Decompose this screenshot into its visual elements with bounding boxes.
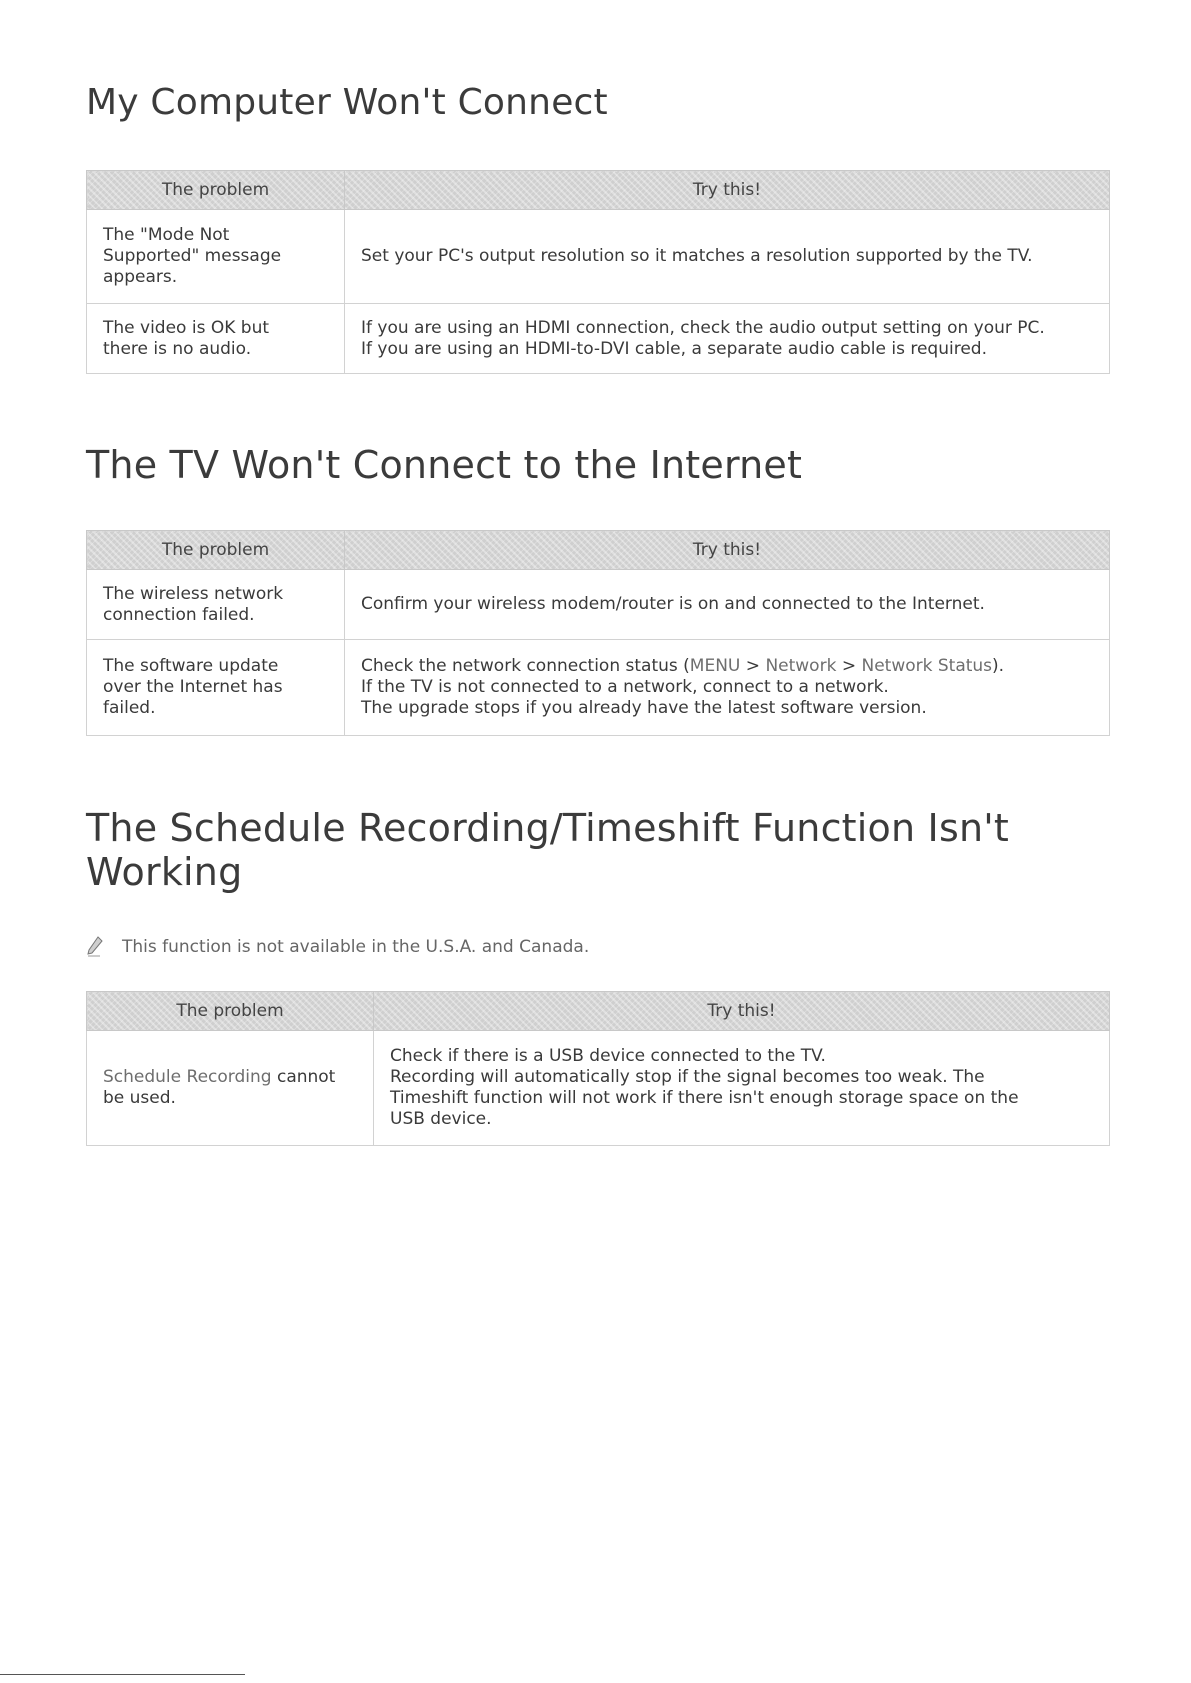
table-row bbox=[87, 210, 1110, 304]
problem-cell bbox=[87, 640, 345, 736]
problem-line: Supported" message bbox=[103, 246, 282, 266]
problem-line: The wireless network bbox=[103, 583, 284, 604]
problem-cell bbox=[87, 570, 345, 640]
problem-line: over the Internet has bbox=[103, 677, 283, 697]
section-computer-connect bbox=[86, 82, 1109, 374]
solution-line: Set your PC's output resolution so it matches a resolution supported by the TV. bbox=[361, 246, 1033, 266]
section-title bbox=[86, 806, 1109, 894]
chevron-separator: > bbox=[836, 656, 862, 676]
table-row bbox=[87, 640, 1110, 736]
menu-label: MENU bbox=[689, 656, 741, 676]
footer-rule bbox=[0, 1674, 245, 1675]
problem-line: The video is OK but bbox=[103, 317, 270, 338]
solution-cell bbox=[345, 304, 1110, 374]
note-text: This function is not available in the U.S.A. and Canada. bbox=[122, 937, 590, 957]
problem-line: connection failed. bbox=[103, 604, 255, 625]
solution-line: If you are using an HDMI-to-DVI cable, a separate audio cable is required. bbox=[361, 338, 987, 359]
pencil-note-icon bbox=[86, 936, 104, 958]
solution-cell bbox=[345, 210, 1110, 304]
solution-line: Recording will automatically stop if the signal becomes too weak. The bbox=[390, 1067, 985, 1087]
problem-line: appears. bbox=[103, 267, 178, 287]
section-title: My Computer Won't Connect bbox=[86, 82, 608, 123]
table-header-row bbox=[87, 171, 1110, 210]
solution-cell bbox=[374, 1031, 1110, 1146]
solution-line: Check if there is a USB device connected to the TV. bbox=[390, 1046, 826, 1066]
section-internet-connect bbox=[86, 443, 1109, 736]
table-row bbox=[87, 304, 1110, 374]
header-try-this: Try this! bbox=[345, 531, 1110, 570]
problem-line: failed. bbox=[103, 698, 156, 718]
section-title-line: The Schedule Recording/Timeshift Function Isn't bbox=[86, 806, 1009, 850]
problem-line bbox=[103, 1067, 357, 1088]
table-row bbox=[87, 1031, 1110, 1146]
schedule-recording-label: Schedule Recording bbox=[103, 1067, 272, 1087]
chevron-separator: > bbox=[740, 656, 766, 676]
problem-line: The "Mode Not bbox=[103, 225, 230, 245]
problem-cell bbox=[87, 304, 345, 374]
troubleshoot-table bbox=[86, 170, 1110, 374]
table-row bbox=[87, 570, 1110, 640]
problem-cell bbox=[87, 210, 345, 304]
troubleshoot-table bbox=[86, 991, 1110, 1146]
problem-line: there is no audio. bbox=[103, 338, 252, 359]
solution-line: Confirm your wireless modem/router is on and connected to the Internet. bbox=[361, 594, 985, 614]
solution-line: The upgrade stops if you already have the latest software version. bbox=[361, 698, 927, 718]
header-try-this: Try this! bbox=[345, 171, 1110, 210]
solution-line: USB device. bbox=[390, 1109, 492, 1129]
troubleshoot-table bbox=[86, 530, 1110, 736]
table-header-row bbox=[87, 992, 1110, 1031]
table-header-row bbox=[87, 531, 1110, 570]
problem-line: be used. bbox=[103, 1088, 176, 1108]
status-prefix: Check the network connection status ( bbox=[361, 656, 690, 676]
status-suffix: ). bbox=[992, 656, 1005, 676]
solution-line: If the TV is not connected to a network, connect to a network. bbox=[361, 677, 889, 697]
header-problem: The problem bbox=[87, 531, 345, 570]
problem-rest: cannot bbox=[271, 1067, 336, 1087]
solution-line: If you are using an HDMI connection, check the audio output setting on your PC. bbox=[361, 317, 1045, 338]
solution-cell bbox=[345, 570, 1110, 640]
header-problem: The problem bbox=[87, 171, 345, 210]
section-title-line: Working bbox=[86, 850, 243, 894]
solution-line: Timeshift function will not work if there isn't enough storage space on the bbox=[390, 1088, 1019, 1108]
section-schedule-recording bbox=[86, 806, 1109, 1146]
problem-cell bbox=[87, 1031, 374, 1146]
network-status-label: Network Status bbox=[861, 656, 993, 676]
solution-cell bbox=[345, 640, 1110, 736]
network-label: Network bbox=[765, 656, 837, 676]
section-title: The TV Won't Connect to the Internet bbox=[86, 443, 803, 487]
solution-line-status bbox=[361, 656, 1093, 677]
header-try-this: Try this! bbox=[374, 992, 1110, 1031]
header-problem: The problem bbox=[87, 992, 374, 1031]
problem-line: The software update bbox=[103, 656, 279, 676]
availability-note bbox=[86, 936, 1109, 958]
